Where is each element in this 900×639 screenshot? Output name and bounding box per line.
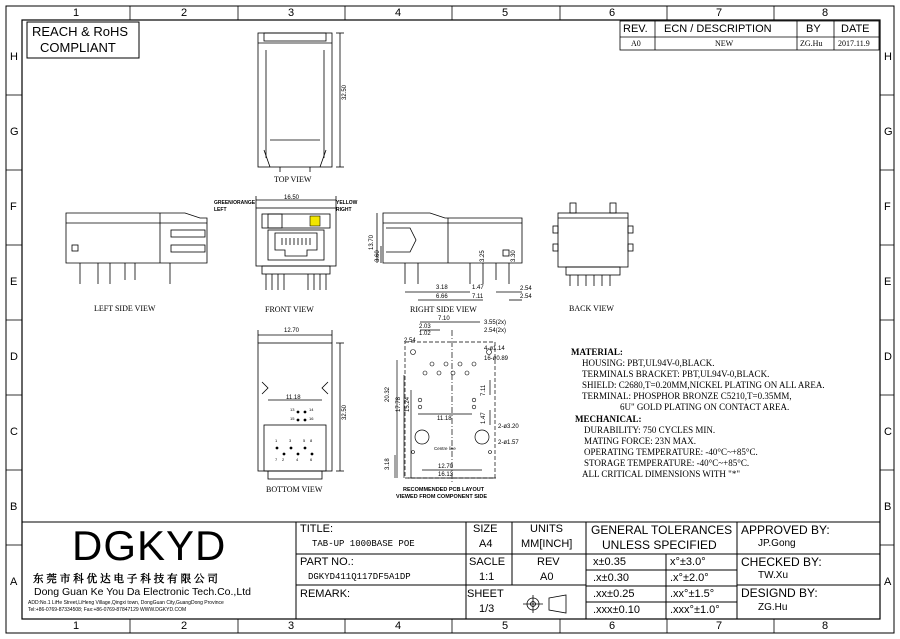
dim-side-3-18: 3.18 [436, 285, 448, 291]
mechanical-line-1: DURABILITY: 750 CYCLES MIN. [584, 425, 716, 435]
dim-top-height: 32.50 [342, 84, 348, 100]
pcb-dim-2-54: 2.54 [404, 338, 416, 344]
tolerance-angular-3: .xx°±1.5° [670, 588, 715, 600]
dim-front-width: 16.50 [284, 195, 300, 201]
pcb-dim-20-32: 20.32 [385, 386, 391, 402]
dim-bottom-11-18: 11.18 [286, 395, 301, 401]
tolerance-angular-1: x°±3.0° [670, 556, 706, 568]
col-label-bottom-2: 2 [181, 620, 188, 632]
scale-value: 1:1 [479, 571, 495, 583]
rev-value-ecn: NEW [715, 39, 734, 48]
row-label-right-C: C [884, 426, 892, 438]
led-left-label-2: LEFT [214, 207, 227, 213]
row-label-D: D [10, 351, 18, 363]
row-label-right-H: H [884, 51, 892, 63]
dim-side-3-30: 3.30 [511, 250, 517, 262]
pcb-layout-label-2: VIEWED FROM COMPONENT SIDE [396, 494, 488, 500]
rev-header-rev: REV. [623, 23, 648, 35]
material-line-5: 6U" GOLD PLATING ON CONTACT AREA. [620, 402, 790, 412]
mechanical-line-4: STORAGE TEMPERATURE: -40°C~+85°C. [584, 458, 750, 468]
left-side-view-label: LEFT SIDE VIEW [94, 304, 156, 313]
row-label-right-E: E [884, 276, 892, 288]
col-label-bottom-3: 3 [288, 620, 295, 632]
pcb-dim-12-70: 12.70 [438, 464, 454, 470]
col-label-6: 6 [609, 7, 616, 19]
title-label: TITLE: [300, 523, 334, 535]
centre-line-label: Centre line [434, 446, 456, 451]
back-view-label: BACK VIEW [569, 304, 614, 313]
tolerance-linear-2: .x±0.30 [593, 572, 630, 584]
bottom-view-label: BOTTOM VIEW [266, 485, 323, 494]
size-label: SIZE [473, 523, 498, 535]
led-right-label-1: YELLOW [336, 200, 358, 206]
pin-number-6: 6 [310, 457, 313, 462]
pcb-dim-1-02: 1.02 [419, 331, 431, 337]
dim-bottom-height: 32.50 [342, 404, 348, 420]
compliance-line-2: COMPLIANT [40, 40, 116, 55]
row-label-right-D: D [884, 351, 892, 363]
pin-number-1: 1 [275, 438, 278, 443]
pin-number-7: 7 [275, 457, 278, 462]
checked-by-value: TW.Xu [758, 570, 789, 581]
col-label-1: 1 [73, 7, 80, 19]
rev-label: REV [537, 556, 560, 568]
rev-header-ecn: ECN / DESCRIPTION [664, 23, 772, 35]
company-name-cn: 东 莞 市 科 优 达 电 子 科 技 有 限 公 司 [33, 573, 218, 585]
compliance-line-1: REACH & RoHS [32, 24, 129, 39]
pin-number-8: 8 [310, 438, 313, 443]
row-label-right-F: F [884, 201, 891, 213]
pin-number-2: 2 [282, 457, 285, 462]
pcb-dim-3-55: 3.55(2x) [484, 320, 507, 326]
material-line-2: TERMINALS BRACKET: PBT,UL94V-0,BLACK. [582, 369, 770, 379]
pcb-dim-17-78: 17.78 [396, 396, 402, 412]
tolerance-angular-4: .xxx°±1.0° [670, 604, 720, 616]
row-label-C: C [10, 426, 18, 438]
col-label-4: 4 [395, 7, 402, 19]
col-label-bottom-7: 7 [716, 620, 723, 632]
col-label-7: 7 [716, 7, 723, 19]
led-pin-15: 15 [290, 416, 295, 421]
scale-label: SACLE [469, 556, 506, 568]
pcb-dim-16-0-89: 16-ø0.89 [484, 356, 509, 362]
approved-by-label: APPROVED BY: [741, 523, 830, 537]
designed-by-value: ZG.Hu [758, 602, 788, 613]
pcb-dim-2-54x2: 2.54(2x) [484, 328, 507, 334]
col-label-5: 5 [502, 7, 509, 19]
bottom-view-pins [276, 411, 314, 456]
tolerance-linear-3: .xx±0.25 [593, 588, 635, 600]
left-side-view-drawing [66, 213, 207, 284]
pin-number-5: 5 [303, 438, 306, 443]
rev-value-date: 2017.11.9 [838, 39, 870, 48]
mechanical-line-5: ALL CRITICAL DIMENSIONS WITH "*" [582, 469, 741, 479]
led-pin-13: 13 [290, 407, 295, 412]
dim-bottom-width: 12.70 [284, 328, 300, 334]
projection-symbol [523, 595, 566, 613]
title-value: TAB-UP 1000BASE POE [312, 539, 415, 549]
rev-value-by: ZG.Hu [800, 39, 823, 48]
row-label-B: B [10, 501, 18, 513]
dim-side-3-60: 3.60 [375, 250, 381, 262]
dim-side-3-25: 3.25 [480, 250, 486, 262]
col-label-3: 3 [288, 7, 295, 19]
size-value: A4 [479, 538, 493, 550]
pcb-dim-16-13: 16.13 [438, 472, 454, 478]
pcb-pin-holes [411, 350, 492, 454]
tolerance-angular-2: .x°±2.0° [670, 572, 709, 584]
pcb-dim-11-18: 11.18 [437, 416, 452, 422]
row-label-right-G: G [884, 126, 893, 138]
tolerance-title-2: UNLESS SPECIFIED [602, 538, 717, 552]
sheet-label: SHEET [467, 588, 504, 600]
mechanical-line-3: OPERATING TEMPERATURE: -40°C~+85°C. [584, 447, 758, 457]
row-label-E: E [10, 276, 18, 288]
units-value: MM[INCH] [521, 538, 573, 550]
front-view-drawing [256, 196, 336, 290]
col-label-bottom-5: 5 [502, 620, 509, 632]
material-title: MATERIAL: [571, 347, 623, 357]
col-label-8: 8 [822, 7, 829, 19]
bottom-view-drawing [258, 330, 344, 479]
mechanical-line-2: MATING FORCE: 23N MAX. [584, 436, 697, 446]
pcb-dim-2-1-57: 2-ø1.57 [498, 440, 519, 446]
pcb-dim-4-1-14: 4-ø1.14 [484, 346, 505, 352]
material-line-1: HOUSING: PBT,UL94V-0,BLACK. [582, 358, 715, 368]
tolerance-title-1: GENERAL TOLERANCES [591, 523, 733, 537]
remark-label: REMARK: [300, 588, 351, 600]
led-pin-14: 14 [309, 407, 314, 412]
top-view-drawing [258, 33, 344, 172]
pcb-dim-3-18: 3.18 [385, 458, 391, 470]
col-label-bottom-8: 8 [822, 620, 829, 632]
company-contact: Tel:+86-0769-87334508; Fax:+86-0769-87847129 WWW.DGKYD.COM [28, 607, 187, 613]
tolerance-linear-4: .xxx±0.10 [593, 604, 641, 616]
part-no-value: DGKYD411Q117DF5A1DP [308, 572, 411, 582]
pcb-dim-1-47: 1.47 [481, 412, 487, 424]
row-label-right-B: B [884, 501, 892, 513]
row-label-H: H [10, 51, 18, 63]
checked-by-label: CHECKED BY: [741, 555, 822, 569]
approved-by-value: JP.Gong [758, 538, 796, 549]
led-pin-16: 16 [309, 416, 314, 421]
rev-value-rev: A0 [631, 39, 641, 48]
dim-side-13-70: 13.70 [369, 234, 375, 250]
led-left-label-1: GREEN/ORANGE [214, 200, 256, 206]
pin-number-3: 3 [289, 438, 292, 443]
led-right-label-2: RIGHT [336, 207, 352, 213]
right-side-view-label: RIGHT SIDE VIEW [410, 305, 477, 314]
pin-number-4: 4 [296, 457, 299, 462]
units-label: UNITS [530, 523, 563, 535]
front-view-label: FRONT VIEW [265, 305, 314, 314]
pcb-dim-2-3-20: 2-ø3.20 [498, 424, 519, 430]
rev-header-date: DATE [841, 23, 870, 35]
row-label-G: G [10, 126, 19, 138]
pcb-layout-label-1: RECOMMENDED PCB LAYOUT [403, 487, 485, 493]
col-label-bottom-4: 4 [395, 620, 402, 632]
material-line-4: TERMINAL: PHOSPHOR BRONZE C5210,T=0.35MM, [582, 391, 792, 401]
col-label-2: 2 [181, 7, 188, 19]
pcb-dim-7-11: 7.11 [481, 384, 487, 396]
right-side-view-drawing [377, 213, 522, 300]
company-logo: DGKYD [72, 522, 227, 569]
part-no-label: PART NO.: [300, 556, 354, 568]
yellow-led-indicator [310, 216, 320, 226]
sheet-value: 1/3 [479, 603, 495, 615]
row-label-F: F [10, 201, 17, 213]
mechanical-title: MECHANICAL: [575, 414, 642, 424]
rev-header-by: BY [806, 23, 821, 35]
company-name-en: Dong Guan Ke You Da Electronic Tech.Co.,Ltd [34, 586, 251, 598]
back-view-drawing [553, 203, 633, 286]
dim-side-2-54a: 2.54 [520, 286, 532, 292]
rev-value: A0 [540, 571, 554, 583]
dim-side-7-11: 7.11 [472, 294, 484, 300]
row-label-right-A: A [884, 576, 892, 588]
top-view-label: TOP VIEW [274, 175, 312, 184]
tolerance-linear-1: x±0.35 [593, 556, 626, 568]
material-line-3: SHIELD: C2680,T=0.20MM,NICKEL PLATING ON ALL AREA. [582, 380, 825, 390]
dim-side-1-47: 1.47 [472, 285, 484, 291]
col-label-bottom-1: 1 [73, 620, 80, 632]
row-label-A: A [10, 576, 18, 588]
pcb-dim-15-24: 15.24 [405, 396, 411, 412]
company-address: ADD:No.1 LiHe Street,LiHeng Village,Qingxi town, DongGuan City,GuangDong Province [28, 600, 224, 606]
dim-side-6-66: 6.66 [436, 294, 448, 300]
col-label-bottom-6: 6 [609, 620, 616, 632]
dim-side-2-54b: 2.54 [520, 294, 532, 300]
pcb-dim-7-10: 7.10 [438, 316, 450, 322]
designed-by-label: DESIGND BY: [741, 586, 818, 600]
pcb-dim-2-03: 2.03 [419, 324, 431, 330]
